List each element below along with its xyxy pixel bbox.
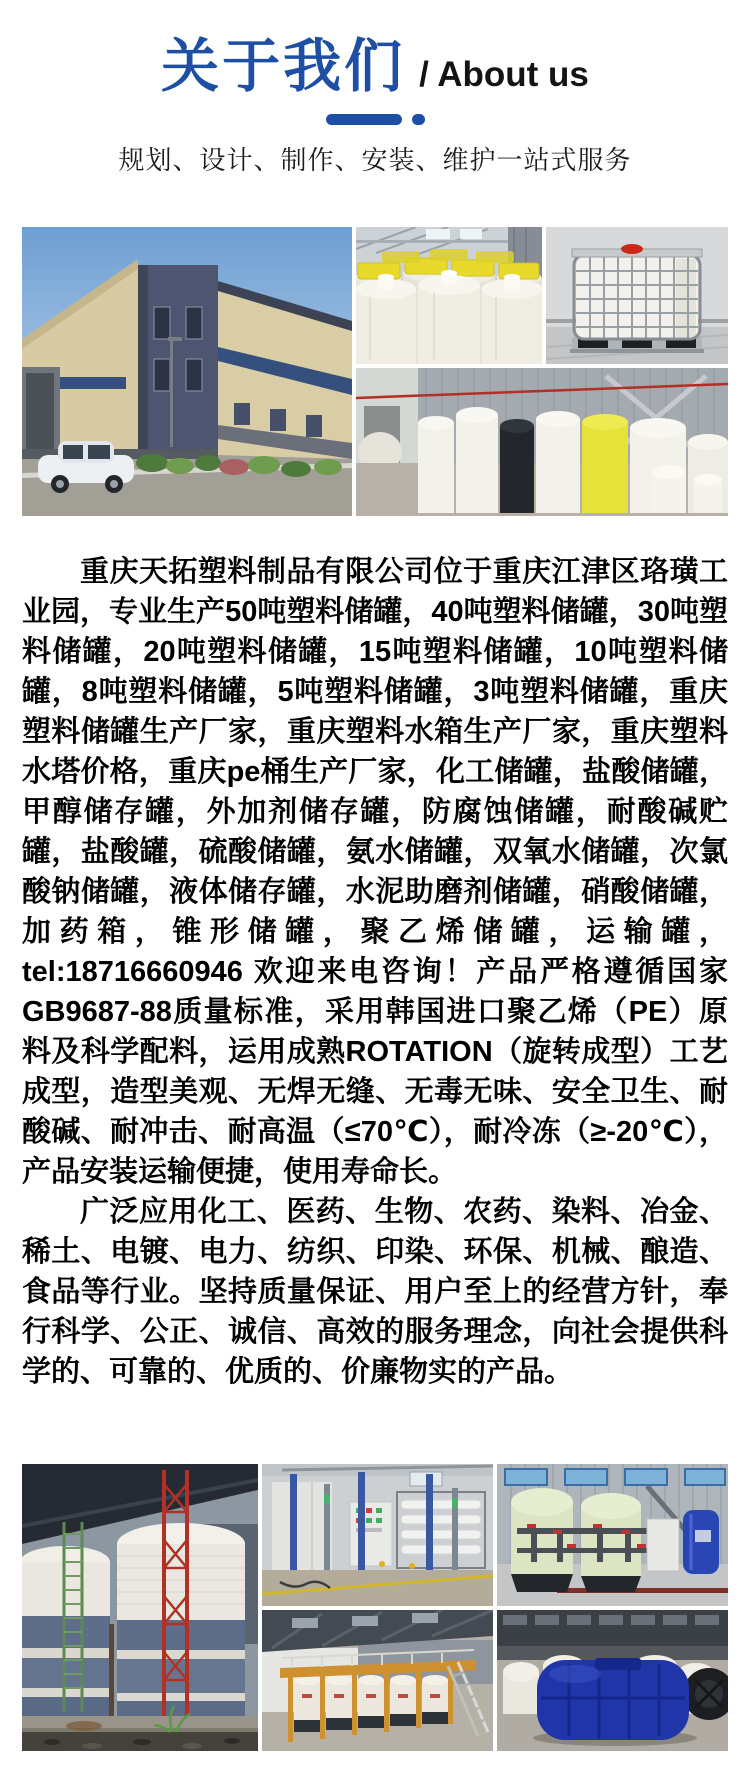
photo-blue-horizontal-tank [497, 1610, 728, 1751]
ro-equipment-illustration [262, 1464, 493, 1606]
about-paragraph-1: 重庆天拓塑料制品有限公司位于重庆江津区珞璜工业园，专业生产50吨塑料储罐，40吨塑料储罐，30吨塑料储罐，20吨塑料储罐，15吨塑料储罐，10吨塑料储罐，8吨塑料储罐，5吨塑料储罐，3吨塑料储罐，重庆塑料储罐生产厂家，重庆塑料水箱生产厂家，重庆塑料水塔价格，重庆pe桶生产厂家，化工储罐，盐酸储罐，甲醇储存罐，外加剂储存罐，防腐蚀储罐，耐酸碱贮罐，盐酸罐，硫酸储罐，氨水储罐，双氧水储罐，次氯酸钠储罐，液体储存罐，水泥助磨剂储罐，硝酸储罐，加药箱，锥形储罐，聚乙烯储罐，运输罐，tel:18716660946 欢迎来电咨询！产品严格遵循国家GB9687-88质量标准，采用韩国进口聚乙烯（PE）原料及科学配料，运用成熟ROTATION（旋转成型）工艺成型，造型美观、无焊无缝、无毒无味、安全卫生、耐酸碱、耐冲击、耐高温（≤70℃），耐冷冻（≥-20℃），产品安装运输便捷，使用寿命长。 [22, 556, 728, 1188]
platform-tanks-illustration [262, 1610, 493, 1751]
underline-dot [412, 114, 425, 125]
photo-platform-tanks [262, 1610, 493, 1751]
gallery-bottom [22, 1464, 728, 1751]
photo-outdoor-storage-tanks [22, 1464, 258, 1751]
section-header [0, 0, 750, 177]
factory-building-illustration [22, 227, 352, 516]
outdoor-tanks-illustration [22, 1464, 258, 1751]
title-english: / About us [419, 55, 589, 94]
gallery-top [22, 227, 728, 516]
photo-frp-tanks [497, 1464, 728, 1606]
photo-dosing-tanks [356, 227, 542, 364]
subtitle: 规划、设计、制作、安装、维护一站式服务 [118, 145, 632, 175]
photo-warehouse-tanks [356, 368, 728, 516]
title-chinese: 关于我们 [161, 34, 406, 99]
underline-dash [326, 114, 402, 125]
about-paragraph-2: 广泛应用化工、医药、生物、农药、染料、冶金、稀土、电镀、电力、纺织、印染、环保、机械、酿造、食品等行业。坚持质量保证、用户至上的经营方针，奉行科学、公正、诚信、高效的服务理念，向社会提供科学的、可靠的、优质的、价廉物实的产品。 [22, 1196, 728, 1388]
ibc-tote-illustration [546, 227, 728, 364]
warehouse-tanks-illustration [356, 368, 728, 516]
blue-tank-illustration [497, 1610, 728, 1751]
title-underline [0, 114, 750, 125]
frp-tanks-illustration [497, 1464, 728, 1606]
page-title [0, 34, 750, 99]
photo-ibc-tote [546, 227, 728, 364]
about-text [22, 552, 728, 1392]
dosing-tanks-illustration [356, 227, 542, 364]
photo-ro-equipment [262, 1464, 493, 1606]
photo-factory-building [22, 227, 352, 516]
